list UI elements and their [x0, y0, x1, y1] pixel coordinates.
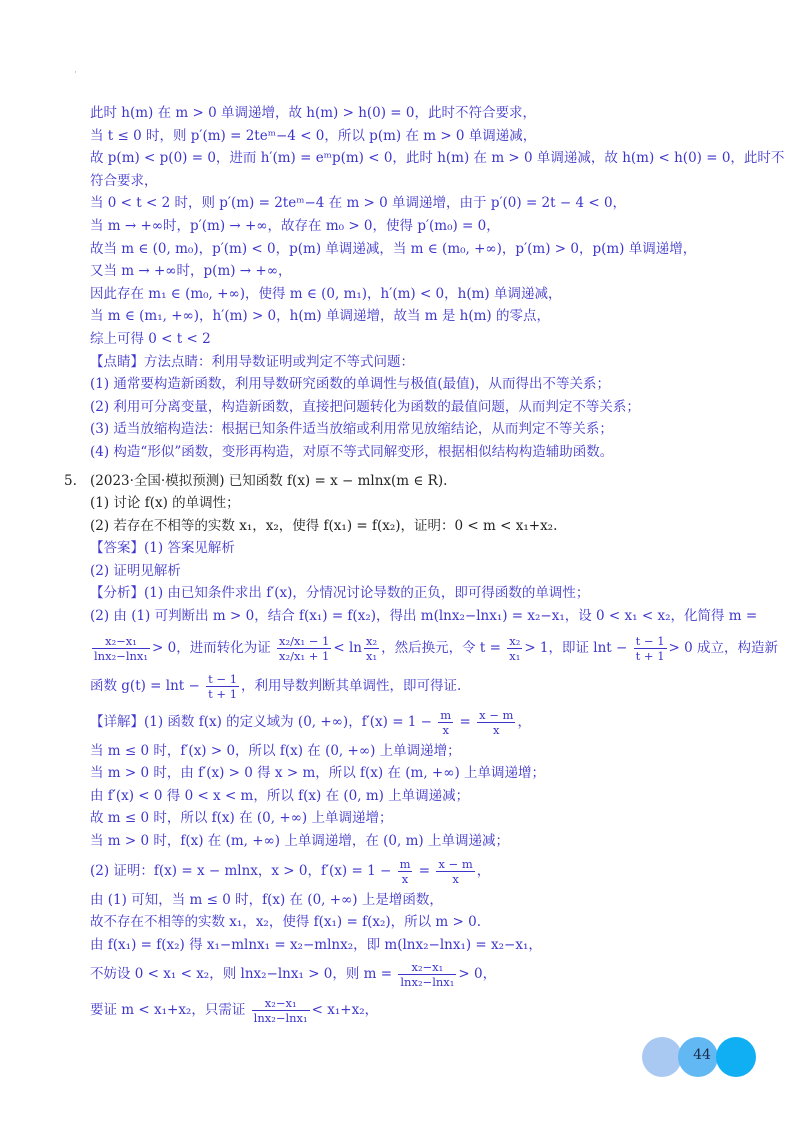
key-point-item: (1) 通常要构造新函数，利用导数研究函数的单调性与极值(最值)，从而得出不等关系； [90, 376, 610, 393]
detail-line: 【详解】(1) 函数 f(x) 的定义域为 (0, +∞)，f′(x) = 1 − $\frac{m}{x}$ = $\frac{x - m}{x}$ ， [90, 707, 531, 737]
solution-content [64, 102, 785, 1028]
text-line: 当 t ≤ 0 时，则 p′(m) = 2teᵐ−4 < 0，所以 p(m) 在 m > 0 单调递减， [90, 127, 537, 144]
fraction: $\frac{m}{x}$ [440, 707, 452, 737]
text-line: 故 p(m) < p(0) = 0，进而 h′(m) = eᵐp(m) < 0，此时 h(m) 在 m > 0 单调递减，故 h(m) < h(0) = 0，此时不 [90, 150, 785, 167]
detail-line: (2) 证明：f(x) = x − mlnx，x > 0，f′(x) = 1 − $\frac{m}{x}$ = $\frac{x - m}{x}$ ， [90, 856, 491, 886]
text-line: 因此存在 m₁ ∈ (m₀, +∞)，使得 m ∈ (0, m₁)，h′(m) < 0，h(m) 单调递减， [90, 285, 562, 302]
detail-line: 由 f(x₁) = f(x₂) 得 x₁−mlnx₁ = x₂−mlnx₂，即 m(lnx₂−lnx₁) = x₂−x₁， [90, 936, 542, 953]
detail-line: 要证 m < x₁+x₂，只需证 $\frac{\text{x₂−x₁}}{\text{lnx₂−lnx₁}}$ < x₁+x₂， [90, 996, 379, 1026]
text-line: 符合要求， [90, 172, 158, 189]
detail-line: 故 m ≤ 0 时，所以 f(x) 在 (0, +∞) 上单调递增； [90, 810, 393, 827]
key-point-item: (4) 构造“形似”函数，变形再构造，对原不等式同解变形，根据相似结构构造辅助函数。 [90, 443, 614, 460]
text-line: 故当 m ∈ (0, m₀)，p′(m) < 0，p(m) 单调递减，当 m ∈ (m₀, +∞)，p′(m) > 0，p(m) 单调递增， [90, 240, 697, 257]
key-point-item: (3) 适当放缩构造法：根据已知条件适当放缩或利用常见放缩结论，从而判定不等关系； [90, 421, 613, 438]
analysis-formula-line: $\frac{\text{x₂−x₁}}{\text{lnx₂−lnx₁}}$ > 0，进而转化为证 $\frac{\text{x₂/x₁ − 1}}{\text{x₂/x₁ + 1}}$ < ln $\frac{\text{x₂}}{\text{x₁}}$ ，然后换元，令 t = $\frac{\text{x₂}}{\text{x₁}}$ > 1，即证 lnt − $\frac{t - 1}{t + 1}$ > 0 成立，构造新 [94, 633, 779, 663]
fraction: $\frac{\text{x₂/x₁ − 1}}{\text{x₂/x₁ + 1}}$ [279, 633, 330, 663]
detail-line: 不妨设 0 < x₁ < x₂，则 lnx₂−lnx₁ > 0，则 m = $\frac{\text{x₂−x₁}}{\text{lnx₂−lnx₁}}$ > 0， [90, 960, 497, 990]
detail-line: 当 m > 0 时，f(x) 在 (m, +∞) 上单调递增，在 (0, m) 上单调递减； [90, 833, 509, 850]
analysis-block [90, 582, 779, 703]
page-mark: · [74, 68, 77, 78]
analysis-line: 【分析】(1) 由已知条件求出 f′(x)，分情况讨论导数的正负，即可得函数的单调性； [90, 585, 590, 602]
fraction: $\frac{t - 1}{t + 1}$ [635, 633, 665, 663]
text-line: 此时 h(m) 在 m > 0 单调递增，故 h(m) > h(0) = 0，此时不符合要求， [90, 105, 536, 121]
fraction: $\frac{m}{x}$ [399, 856, 411, 886]
question-stem-text: (2023·全国·模拟预测) 已知函数 f(x) = x − mlnx(m ∈ R). [90, 472, 448, 489]
previous-solution [90, 102, 785, 464]
fraction: $\frac{\text{x₂}}{\text{x₁}}$ [365, 633, 378, 663]
badge-circle-left [642, 1037, 682, 1077]
analysis-line: (2) 由 (1) 可判断出 m > 0，结合 f(x₁) = f(x₂)，得出 m(lnx₂−lnx₁) = x₂−x₁，设 0 < x₁ < x₂，化简得 m = [90, 608, 758, 625]
detail-line: 当 m > 0 时，由 f′(x) > 0 得 x > m，所以 f(x) 在 (m, +∞) 上单调递增； [90, 765, 546, 782]
text-line: 当 m → +∞时，p′(m) → +∞，故存在 m₀ > 0，使得 p′(m₀) = 0， [90, 217, 500, 234]
question-5 [64, 470, 738, 538]
detail-line: 由 f′(x) < 0 得 0 < x < m，所以 f(x) 在 (0, m) 上单调递减； [90, 787, 470, 804]
question-part-2: (2) 若存在不相等的实数 x₁，x₂，使得 f(x₁) = f(x₂)，证明：0 < m < x₁+x₂. [90, 517, 558, 534]
analysis-formula-line: 函数 g(t) = lnt − $\frac{t - 1}{t + 1}$ ，利用导数判断其单调性，即可得证. [90, 671, 462, 701]
detail-line: 当 m ≤ 0 时，f′(x) > 0，所以 f(x) 在 (0, +∞) 上单调递增； [90, 742, 461, 759]
text-line: 又当 m → +∞时，p(m) → +∞， [90, 263, 292, 280]
text-line: 当 m ∈ (m₁, +∞)，h′(m) > 0，h(m) 单调递增，故当 m 是 h(m) 的零点， [90, 308, 550, 325]
fraction: $\frac{\text{x₂−x₁}}{\text{lnx₂−lnx₁}}$ [400, 960, 455, 990]
fraction: $\frac{\text{x₂−x₁}}{\text{lnx₂−lnx₁}}$ [94, 633, 148, 663]
key-point-heading: 【点睛】方法点睛：利用导数证明或判定不等式问题： [90, 353, 414, 370]
answer-line: 【答案】(1) 答案见解析 [90, 540, 235, 557]
fraction: $\frac{\text{x₂}}{\text{x₁}}$ [509, 633, 521, 663]
fraction: $\frac{t - 1}{t + 1}$ [208, 671, 238, 701]
fraction: $\frac{x - m}{x}$ [438, 856, 473, 886]
detail-block [90, 704, 738, 1029]
text-line: 当 0 < t < 2 时，则 p′(m) = 2teᵐ−4 在 m > 0 单调递增，由于 p′(0) = 2t − 4 < 0， [90, 195, 627, 212]
detail-line: 由 (1) 可知，当 m ≤ 0 时，f(x) 在 (0, +∞) 上是增函数， [90, 891, 443, 908]
question-stem [64, 470, 738, 493]
page-number-badge [642, 1037, 758, 1077]
badge-circle-right [716, 1037, 756, 1077]
page-number: 44 [693, 1047, 711, 1063]
answer-block [90, 537, 738, 582]
text-line: 综上可得 0 < t < 2 [90, 330, 211, 347]
fraction: $\frac{x - m}{x}$ [479, 707, 514, 737]
answer-line: (2) 证明见解析 [90, 562, 181, 579]
detail-line: 故不存在不相等的实数 x₁，x₂，使得 f(x₁) = f(x₂)，所以 m > 0. [90, 914, 482, 931]
fraction: $\frac{\text{x₂−x₁}}{\text{lnx₂−lnx₁}}$ [253, 996, 308, 1026]
question-number: 5. [64, 472, 77, 489]
key-point-item: (2) 利用可分离变量，构造新函数，直接把问题转化为函数的最值问题，从而判定不等关系； [90, 398, 640, 415]
question-part-1: (1) 讨论 f(x) 的单调性； [90, 495, 240, 512]
